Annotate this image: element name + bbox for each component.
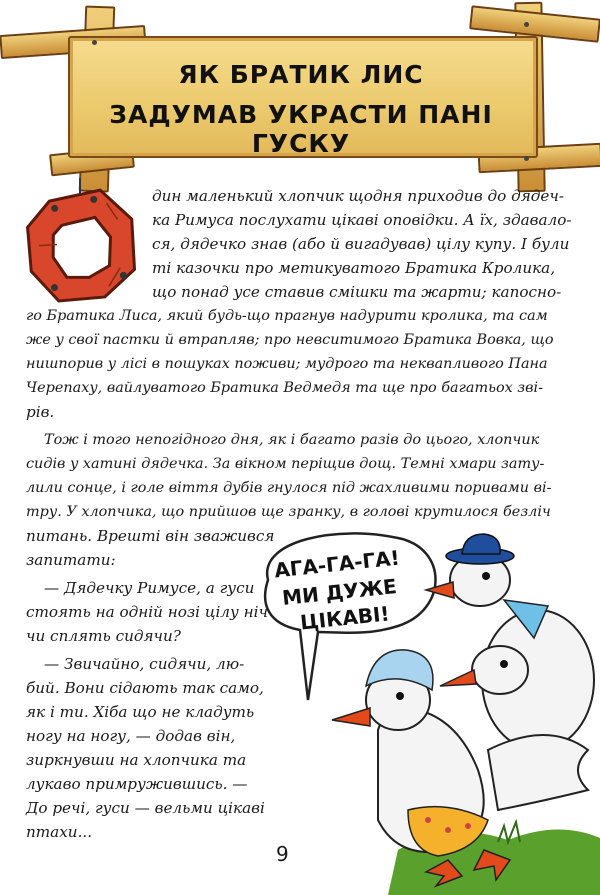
body-line: запитати: bbox=[26, 551, 116, 569]
body-line: ка Римуса послухати цікаві оповідки. А їх, здавало- bbox=[152, 211, 572, 229]
body-line: зиркнувши на хлопчика та bbox=[26, 751, 247, 769]
speech-bubble-line-1: АГА-ГА-ГА! bbox=[273, 545, 401, 583]
body-line: Черепаху, вайлуватого Братика Ведмедя та ще про багатьох зві- bbox=[26, 380, 544, 396]
body-line: Тож і того непогідного дня, як і багато разів до цього, хлопчик bbox=[44, 432, 540, 448]
nail-icon bbox=[524, 22, 529, 27]
nail-icon bbox=[92, 40, 97, 45]
body-line: рів. bbox=[26, 403, 55, 421]
body-line: питань. Врешті він зважився bbox=[26, 527, 275, 545]
page-title-line-1: ЯК БРАТИК ЛИС bbox=[178, 60, 424, 89]
body-line: — Дядечку Римусе, а гуси bbox=[44, 579, 255, 597]
body-line: дин маленький хлопчик щодня приходив до дядеч- bbox=[152, 187, 564, 205]
speech-bubble-line-2: МИ ДУЖЕ bbox=[281, 574, 398, 610]
body-line: же у свої пастки й втрапляв; про невситимого Братика Вовка, що bbox=[26, 332, 554, 348]
body-line: бий. Вони сідають так само, bbox=[26, 679, 264, 697]
body-line: нишпорив у лісі в пошуках поживи; мудрого та неквапливого Пана bbox=[26, 356, 548, 372]
body-line: лили сонце, і голе віття дубів гнулося під жахливими поривами ві- bbox=[26, 480, 552, 496]
page-number: 9 bbox=[276, 842, 289, 866]
dropcap-wooden-o-icon bbox=[18, 178, 148, 306]
body-line: тру. У хлопчика, що прийшов ще зранку, в голові крутилося безліч bbox=[26, 504, 551, 520]
body-line: лукаво примружившись. — bbox=[26, 775, 248, 793]
body-line: го Братика Лиса, який будь-що прагнув надурити кролика, та сам bbox=[26, 308, 548, 324]
body-line: — Звичайно, сидячи, лю- bbox=[44, 655, 245, 673]
speech-bubble-line-3: ЦІКАВІ! bbox=[298, 601, 391, 635]
body-line: ся, дядечко знав (або й вигадував) цілу купу. І були bbox=[152, 235, 570, 253]
body-line: сидів у хатині дядечка. За вікном періщив дощ. Темні хмари зату- bbox=[26, 456, 545, 472]
body-line: ногу на ногу, — додав він, bbox=[26, 727, 236, 745]
body-line: ті казочки про метикуватого Братика Кролика, bbox=[152, 259, 556, 277]
page-title-line-2: ЗАДУМАВ УКРАСТИ ПАНІ ГУСКУ bbox=[109, 100, 493, 158]
title-sign bbox=[0, 0, 600, 190]
body-line: чи сплять сидячи? bbox=[26, 627, 181, 645]
body-line: що понад усе ставив смішки та жарти; капосно- bbox=[152, 283, 562, 301]
body-line: як і ти. Хіба що не кладуть bbox=[26, 703, 255, 721]
body-line: До речі, гуси — вельми цікаві bbox=[26, 799, 265, 817]
body-line: птахи... bbox=[26, 823, 93, 841]
body-line: стоять на одній нозі цілу ніч bbox=[26, 603, 268, 621]
